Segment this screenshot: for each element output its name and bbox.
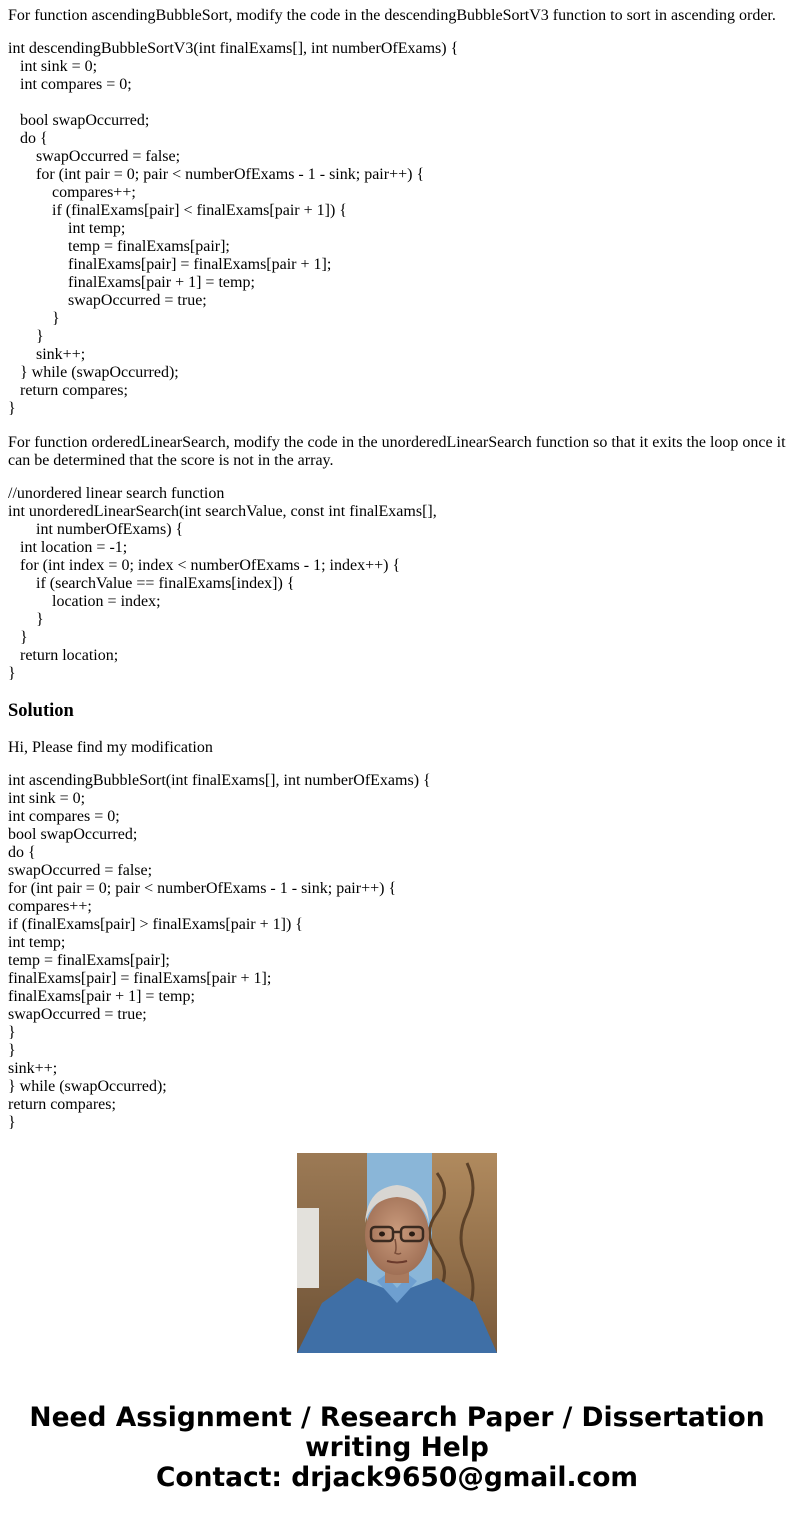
- part1-code-block: int descendingBubbleSortV3(int finalExams[], int numberOfExams) { int sink = 0; int compares = 0; bool swapOccurred; do { swapOccurred = false; for (int pair = 0; pair < numberOfExams - 1 - sink; pair++) { compares++; if (finalExams[pair] < finalExams[pair + 1]) { int temp; temp = finalExams[pair]; finalExams[pair] = finalExams[pair + 1]; finalExams[pair + 1] = temp; swapOccurred = true; } } sink++; } while (swapOccurred); return compares; }: [8, 40, 459, 417]
- document-body: [8, 0, 788, 1131]
- contact-banner: [0, 1403, 794, 1493]
- part2-instruction: For function orderedLinearSearch, modify the code in the unorderedLinearSearch function so that it exits the loop once it can be determined that the score is not in the array.: [8, 434, 786, 469]
- solution-code-block: int ascendingBubbleSort(int finalExams[], int numberOfExams) { int sink = 0; int compares = 0; bool swapOccurred; do { swapOccurred = false; for (int pair = 0; pair < numberOfExams - 1 - sink; pair++) { compares++; if (finalExams[pair] > finalExams[pair + 1]) { int temp; temp = finalExams[pair]; finalExams[pair] = finalExams[pair + 1]; finalExams[pair + 1] = temp; swapOccurred = true; } } sink++; } while (swapOccurred); return compares; }: [8, 772, 431, 1131]
- banner-line-1: Need Assignment / Research Paper / Dissertation: [29, 1402, 765, 1433]
- author-portrait-image: [297, 1153, 497, 1353]
- banner-contact-email: Contact: drjack9650@gmail.com: [155, 1462, 639, 1493]
- author-photo: [297, 1153, 497, 1353]
- solution-heading: Solution: [8, 701, 74, 721]
- solution-intro: Hi, Please find my modification: [8, 739, 213, 756]
- banner-line-2: writing Help: [305, 1432, 489, 1463]
- part1-instruction: For function ascendingBubbleSort, modify the code in the descendingBubbleSortV3 function to sort in ascending order.: [8, 7, 776, 24]
- part2-code-block: //unordered linear search function int unorderedLinearSearch(int searchValue, const int finalExams[], int numberOfExams) { int location = -1; for (int index = 0; index < numberOfExams - 1; index++) { if (searchValue == finalExams[index]) { location = index; } } return location; }: [8, 485, 437, 682]
